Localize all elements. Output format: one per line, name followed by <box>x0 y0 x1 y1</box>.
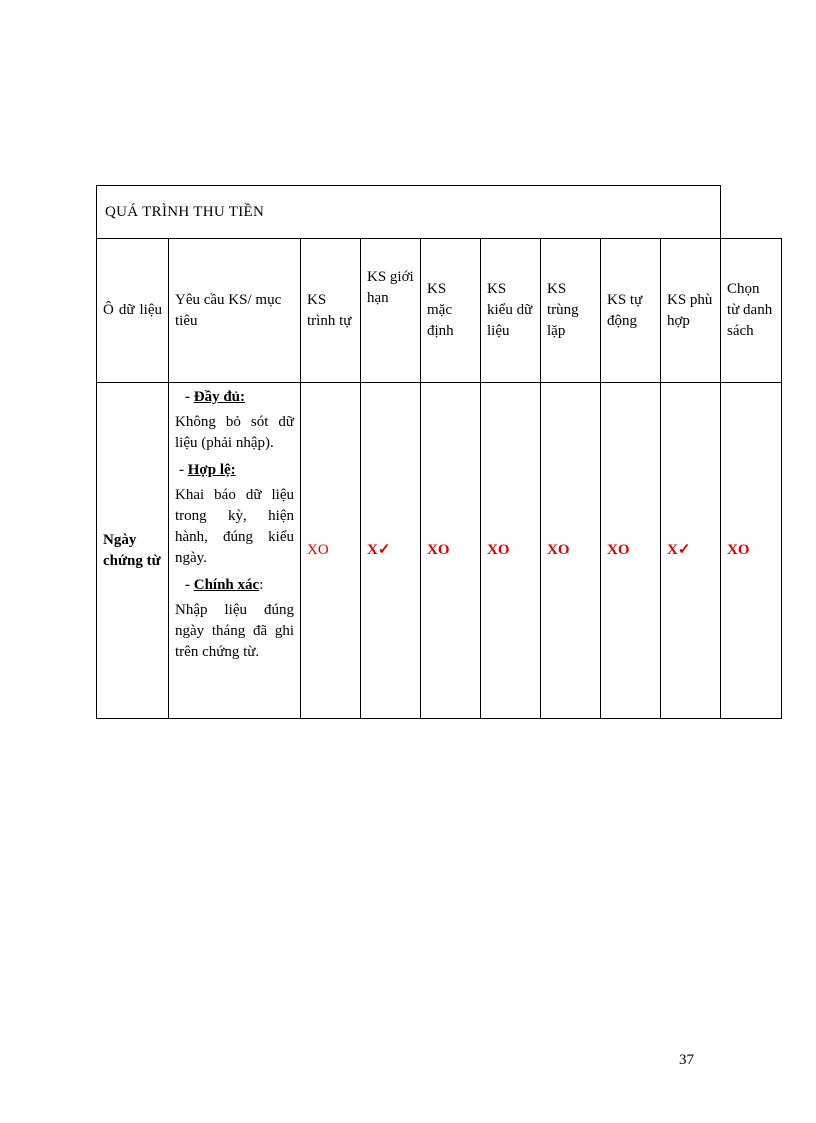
requirement-text: Khai báo dữ liệu trong kỳ, hiện hành, đúng kiểu ngày. <box>175 487 294 566</box>
header-data-field: Ô dữ liệu <box>97 239 169 383</box>
requirement-heading: - Chính xác: <box>185 577 264 593</box>
header-control: KS mặc định <box>421 239 481 383</box>
header-control: KS giới hạn <box>361 239 421 383</box>
header-control: KS kiểu dữ liệu <box>481 239 541 383</box>
header-row <box>97 239 782 383</box>
header-control: Chọn từ danh sách <box>721 239 782 383</box>
requirement-heading: - Đầy đủ: <box>185 389 246 405</box>
control-table <box>96 238 782 719</box>
table-title-box <box>96 185 721 239</box>
row-label-cell <box>97 383 169 719</box>
requirement-heading: - Hợp lệ: <box>179 462 236 478</box>
mark-cell: XO <box>601 383 661 719</box>
mark-cell: X✓ <box>661 383 721 719</box>
header-control: KS trình tự <box>301 239 361 383</box>
mark-cell: XO <box>541 383 601 719</box>
header-control: KS tự động <box>601 239 661 383</box>
table-title: QUÁ TRÌNH THU TIỀN <box>105 204 265 220</box>
header-control: KS phù hợp <box>661 239 721 383</box>
requirement-text: Nhập liệu đúng ngày tháng đã ghi trên chứng từ. <box>175 602 294 660</box>
requirement-text: Không bỏ sót dữ liệu (phải nhập). <box>175 414 294 451</box>
mark-cell: X✓ <box>361 383 421 719</box>
mark-cell: XO <box>301 383 361 719</box>
page-number: 37 <box>679 1052 694 1068</box>
row-label: Ngày chứng từ <box>103 531 161 569</box>
mark-cell: XO <box>421 383 481 719</box>
requirements-cell <box>169 383 301 719</box>
header-requirement: Yêu cầu KS/ mục tiêu <box>169 239 301 383</box>
header-control: KS trùng lặp <box>541 239 601 383</box>
mark-cell: XO <box>721 383 782 719</box>
table-row <box>97 383 782 719</box>
mark-cell: XO <box>481 383 541 719</box>
